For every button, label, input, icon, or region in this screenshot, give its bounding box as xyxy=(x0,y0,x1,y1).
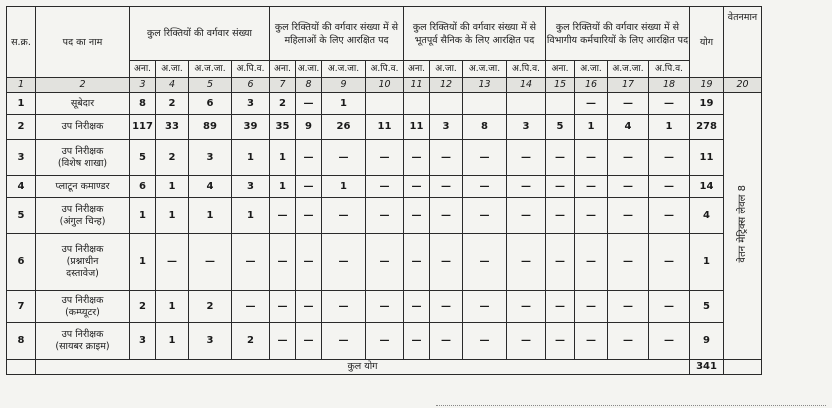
vacancy-value-cell: — xyxy=(507,140,546,176)
post-name-cell xyxy=(36,234,130,291)
vacancy-value-cell: 6 xyxy=(189,93,232,115)
column-number: 7 xyxy=(270,78,296,93)
column-number: 1 xyxy=(7,78,36,93)
subheader-category: अना. xyxy=(546,61,575,78)
table-row xyxy=(7,198,762,234)
vacancy-value-cell: 2 xyxy=(189,291,232,323)
vacancy-value-cell: — xyxy=(463,198,507,234)
header-group-total-vacancies: कुल रिक्तियों की वर्गवार संख्या xyxy=(130,7,270,61)
vacancy-value-cell: 11 xyxy=(404,115,430,140)
vacancy-value-cell: — xyxy=(430,291,463,323)
serial-number-cell: 8 xyxy=(7,323,36,360)
vacancy-value-cell: 4 xyxy=(189,176,232,198)
subheader-category: अना. xyxy=(130,61,156,78)
page-continuation-line xyxy=(436,405,826,406)
column-number: 17 xyxy=(608,78,649,93)
vacancy-value-cell: 33 xyxy=(156,115,189,140)
header-total: योग xyxy=(690,7,724,78)
vacancy-value-cell: — xyxy=(575,93,608,115)
vacancy-value-cell: — xyxy=(404,198,430,234)
header-group-women-reserved: कुल रिक्तियों की वर्गवार संख्या में से महिलाओं के लिए आरक्षित पद xyxy=(270,7,404,61)
serial-number-cell: 6 xyxy=(7,234,36,291)
vacancy-value-cell: 5 xyxy=(130,140,156,176)
vacancy-value-cell: — xyxy=(507,176,546,198)
subheader-category: अ.ज.जा. xyxy=(608,61,649,78)
post-name-line: (अंगुल चिन्ह) xyxy=(59,215,106,227)
post-name-cell xyxy=(36,140,130,176)
subheader-category: अ.पि.व. xyxy=(366,61,404,78)
subheader-category: अ.जा. xyxy=(430,61,463,78)
vacancy-value-cell: 3 xyxy=(130,323,156,360)
serial-number-cell: 1 xyxy=(7,93,36,115)
vacancy-value-cell: — xyxy=(270,234,296,291)
column-number: 10 xyxy=(366,78,404,93)
column-number: 12 xyxy=(430,78,463,93)
vacancy-value-cell: — xyxy=(296,93,322,115)
vacancy-value-cell: — xyxy=(546,323,575,360)
vacancy-value-cell: 2 xyxy=(130,291,156,323)
vacancy-value-cell: 1 xyxy=(156,176,189,198)
vacancy-value-cell: — xyxy=(366,234,404,291)
vacancy-value-cell: — xyxy=(507,234,546,291)
vacancy-value-cell: — xyxy=(575,323,608,360)
vacancy-value-cell: — xyxy=(608,93,649,115)
vacancy-value-cell: 3 xyxy=(232,176,270,198)
vacancy-value-cell: — xyxy=(430,234,463,291)
vacancy-value-cell: 1 xyxy=(232,198,270,234)
serial-number-cell: 2 xyxy=(7,115,36,140)
footer-empty-cell xyxy=(7,360,36,375)
vacancy-value-cell: — xyxy=(649,140,690,176)
subheader-category: अ.ज.जा. xyxy=(322,61,366,78)
vacancy-value-cell: — xyxy=(430,140,463,176)
column-number: 20 xyxy=(724,78,762,93)
vacancy-value-cell: 89 xyxy=(189,115,232,140)
row-total-cell: 11 xyxy=(690,140,724,176)
vacancy-value-cell: 3 xyxy=(189,140,232,176)
vacancy-value-cell: — xyxy=(507,291,546,323)
vacancy-value-cell xyxy=(404,93,430,115)
vacancy-value-cell: 35 xyxy=(270,115,296,140)
post-name-cell xyxy=(36,291,130,323)
post-name-cell xyxy=(36,198,130,234)
vacancy-value-cell: 3 xyxy=(232,93,270,115)
serial-number-cell: 3 xyxy=(7,140,36,176)
column-number: 15 xyxy=(546,78,575,93)
subheader-category: अ.पि.व. xyxy=(507,61,546,78)
table-row xyxy=(7,323,762,360)
vacancy-value-cell: — xyxy=(296,323,322,360)
vacancy-value-cell: — xyxy=(366,176,404,198)
table-row xyxy=(7,140,762,176)
vacancy-value-cell: — xyxy=(575,198,608,234)
table-row xyxy=(7,176,762,198)
header-pay-scale: वेतनमान xyxy=(724,7,762,78)
vacancy-value-cell xyxy=(507,93,546,115)
vacancy-value-cell: — xyxy=(296,291,322,323)
column-number: 9 xyxy=(322,78,366,93)
vacancy-value-cell: 1 xyxy=(156,323,189,360)
grand-total-label: कुल योग xyxy=(36,360,690,375)
vacancy-value-cell: — xyxy=(575,291,608,323)
subheader-category: अ.ज.जा. xyxy=(463,61,507,78)
vacancy-value-cell: — xyxy=(608,140,649,176)
vacancy-value-cell: — xyxy=(463,291,507,323)
vacancy-value-cell: — xyxy=(270,323,296,360)
vacancy-value-cell: — xyxy=(296,140,322,176)
table-row xyxy=(7,93,762,115)
vacancy-value-cell: — xyxy=(232,291,270,323)
table-row xyxy=(7,234,762,291)
post-name-line: उप निरीक्षक xyxy=(61,121,104,132)
subheader-category: अना. xyxy=(404,61,430,78)
vacancy-value-cell: 9 xyxy=(296,115,322,140)
column-number: 3 xyxy=(130,78,156,93)
vacancy-value-cell: — xyxy=(546,176,575,198)
vacancy-value-cell: 2 xyxy=(232,323,270,360)
post-name-line: सूबेदार xyxy=(70,97,95,109)
footer-empty-cell xyxy=(724,360,762,375)
vacancy-value-cell: 8 xyxy=(463,115,507,140)
header-group-ex-servicemen-reserved: कुल रिक्तियों की वर्गवार संख्या में से भूतपूर्व सैनिक के लिए आरक्षित पद xyxy=(404,7,546,61)
post-name-line: उप निरीक्षक xyxy=(61,145,104,157)
table-row xyxy=(7,115,762,140)
vacancy-value-cell: — xyxy=(232,234,270,291)
header-post-name: पद का नाम xyxy=(36,7,130,78)
vacancy-value-cell: — xyxy=(322,234,366,291)
vacancy-value-cell: — xyxy=(649,234,690,291)
vacancy-value-cell: — xyxy=(270,198,296,234)
serial-number-cell: 7 xyxy=(7,291,36,323)
vacancy-value-cell: — xyxy=(296,234,322,291)
serial-number-cell: 5 xyxy=(7,198,36,234)
post-name-line: (कम्प्यूटर) xyxy=(65,306,100,318)
vacancy-value-cell: — xyxy=(404,176,430,198)
post-name-cell xyxy=(36,323,130,360)
column-number: 13 xyxy=(463,78,507,93)
vacancy-value-cell: — xyxy=(608,176,649,198)
vacancy-value-cell: 6 xyxy=(130,176,156,198)
vacancy-value-cell: 2 xyxy=(156,93,189,115)
vacancy-value-cell: — xyxy=(463,176,507,198)
post-name-line: उप निरीक्षक xyxy=(61,294,104,306)
vacancy-value-cell: — xyxy=(507,323,546,360)
vacancy-value-cell: — xyxy=(608,323,649,360)
subheader-category: अ.जा. xyxy=(296,61,322,78)
vacancy-value-cell: — xyxy=(575,176,608,198)
vacancy-value-cell: — xyxy=(463,323,507,360)
vacancy-value-cell: — xyxy=(575,234,608,291)
vacancy-value-cell: — xyxy=(649,93,690,115)
post-name-line: (विशेष शाखा) xyxy=(57,157,108,169)
vacancy-value-cell: 1 xyxy=(575,115,608,140)
grand-total-value: 341 xyxy=(690,360,724,375)
vacancy-value-cell: — xyxy=(608,198,649,234)
vacancy-value-cell: — xyxy=(608,291,649,323)
vacancy-table xyxy=(6,6,762,375)
post-name-line: (प्रश्नाधीन xyxy=(66,256,99,267)
vacancy-value-cell: 5 xyxy=(546,115,575,140)
column-number: 8 xyxy=(296,78,322,93)
vacancy-value-cell: — xyxy=(463,234,507,291)
vacancy-value-cell: — xyxy=(546,198,575,234)
post-name-cell xyxy=(36,115,130,140)
vacancy-table-sheet xyxy=(6,6,762,375)
row-total-cell: 4 xyxy=(690,198,724,234)
vacancy-value-cell xyxy=(366,93,404,115)
post-name-line: प्लाटून कमाण्डर xyxy=(55,180,110,192)
vacancy-value-cell: — xyxy=(546,140,575,176)
post-name-line: दस्तावेज) xyxy=(66,268,99,279)
vacancy-value-cell: 1 xyxy=(270,176,296,198)
vacancy-value-cell: 8 xyxy=(130,93,156,115)
vacancy-value-cell: 1 xyxy=(649,115,690,140)
vacancy-value-cell: — xyxy=(649,176,690,198)
subheader-category: अ.पि.व. xyxy=(649,61,690,78)
row-total-cell: 278 xyxy=(690,115,724,140)
vacancy-value-cell: — xyxy=(366,291,404,323)
vacancy-value-cell: — xyxy=(404,323,430,360)
row-total-cell: 5 xyxy=(690,291,724,323)
vacancy-value-cell: 39 xyxy=(232,115,270,140)
vacancy-value-cell: 2 xyxy=(270,93,296,115)
vacancy-value-cell: — xyxy=(430,198,463,234)
vacancy-value-cell: 1 xyxy=(322,93,366,115)
vacancy-value-cell: 1 xyxy=(189,198,232,234)
vacancy-value-cell: — xyxy=(366,140,404,176)
column-number: 2 xyxy=(36,78,130,93)
header-serial: स.क्र. xyxy=(7,7,36,78)
vacancy-value-cell: — xyxy=(322,198,366,234)
vacancy-value-cell: — xyxy=(649,323,690,360)
vacancy-value-cell: — xyxy=(404,140,430,176)
post-name-cell xyxy=(36,176,130,198)
vacancy-value-cell: — xyxy=(156,234,189,291)
vacancy-value-cell: — xyxy=(608,234,649,291)
header-group-departmental-reserved: कुल रिक्तियों की वर्गवार संख्या में से विभागीय कर्मचारियों के लिए आरक्षित पद xyxy=(546,7,690,61)
vacancy-value-cell: — xyxy=(270,291,296,323)
column-number: 6 xyxy=(232,78,270,93)
vacancy-value-cell: 26 xyxy=(322,115,366,140)
column-number: 5 xyxy=(189,78,232,93)
vacancy-value-cell: 3 xyxy=(507,115,546,140)
vacancy-value-cell: 4 xyxy=(608,115,649,140)
serial-number-cell: 4 xyxy=(7,176,36,198)
column-number: 4 xyxy=(156,78,189,93)
post-name-line: उप निरीक्षक xyxy=(61,329,104,340)
column-number: 16 xyxy=(575,78,608,93)
row-total-cell: 9 xyxy=(690,323,724,360)
vacancy-value-cell: — xyxy=(322,291,366,323)
vacancy-value-cell: 1 xyxy=(232,140,270,176)
vacancy-value-cell: 2 xyxy=(156,140,189,176)
vacancy-value-cell: 1 xyxy=(322,176,366,198)
vacancy-value-cell: — xyxy=(366,198,404,234)
vacancy-value-cell: — xyxy=(575,140,608,176)
vacancy-value-cell: 117 xyxy=(130,115,156,140)
vacancy-value-cell: 3 xyxy=(189,323,232,360)
vacancy-value-cell xyxy=(430,93,463,115)
vacancy-value-cell: — xyxy=(322,323,366,360)
vacancy-value-cell: 1 xyxy=(156,291,189,323)
vacancy-value-cell: — xyxy=(546,234,575,291)
column-number: 14 xyxy=(507,78,546,93)
vacancy-value-cell: — xyxy=(430,323,463,360)
post-name-line: उप निरीक्षक xyxy=(61,244,104,255)
row-total-cell: 14 xyxy=(690,176,724,198)
vacancy-value-cell: — xyxy=(404,234,430,291)
table-row xyxy=(7,291,762,323)
row-total-cell: 1 xyxy=(690,234,724,291)
vacancy-value-cell: — xyxy=(189,234,232,291)
vacancy-value-cell: 1 xyxy=(130,234,156,291)
subheader-category: अ.जा. xyxy=(575,61,608,78)
vacancy-value-cell: — xyxy=(296,198,322,234)
vacancy-value-cell: 1 xyxy=(130,198,156,234)
vacancy-value-cell: — xyxy=(463,140,507,176)
post-name-line: उप निरीक्षक xyxy=(61,203,104,215)
footer-row xyxy=(7,360,762,375)
vacancy-value-cell: — xyxy=(430,176,463,198)
vacancy-value-cell: — xyxy=(322,140,366,176)
subheader-category: अना. xyxy=(270,61,296,78)
vacancy-value-cell: 1 xyxy=(156,198,189,234)
vacancy-value-cell: — xyxy=(649,291,690,323)
vacancy-value-cell: — xyxy=(546,291,575,323)
subheader-category: अ.पि.व. xyxy=(232,61,270,78)
pay-scale-text: वेतन मेट्रिक्स लेवल 8 xyxy=(736,185,748,263)
column-number: 19 xyxy=(690,78,724,93)
subheader-category: अ.ज.जा. xyxy=(189,61,232,78)
vacancy-value-cell: 11 xyxy=(366,115,404,140)
vacancy-value-cell: — xyxy=(404,291,430,323)
vacancy-value-cell: 3 xyxy=(430,115,463,140)
vacancy-value-cell: — xyxy=(649,198,690,234)
post-name-line: (सायबर क्राइम) xyxy=(55,341,110,352)
pay-scale-cell xyxy=(724,93,762,360)
column-number: 18 xyxy=(649,78,690,93)
column-number: 11 xyxy=(404,78,430,93)
post-name-cell xyxy=(36,93,130,115)
subheader-category: अ.जा. xyxy=(156,61,189,78)
vacancy-value-cell: — xyxy=(507,198,546,234)
vacancy-value-cell xyxy=(463,93,507,115)
vacancy-value-cell xyxy=(546,93,575,115)
vacancy-value-cell: — xyxy=(366,323,404,360)
vacancy-value-cell: — xyxy=(296,176,322,198)
row-total-cell: 19 xyxy=(690,93,724,115)
vacancy-value-cell: 1 xyxy=(270,140,296,176)
